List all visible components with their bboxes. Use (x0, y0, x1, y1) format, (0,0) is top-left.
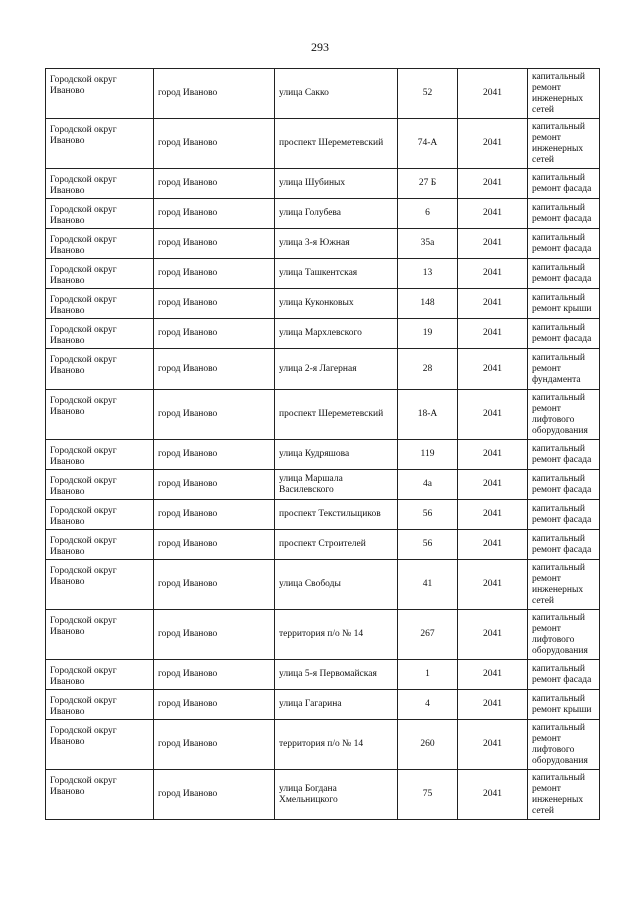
year-cell: 2041 (458, 349, 528, 390)
work-type-cell: капитальный ремонт фундамента (528, 349, 600, 390)
table-row (46, 229, 600, 259)
house-number-cell: 148 (398, 289, 458, 319)
table-row (46, 199, 600, 229)
street-cell: улица 3-я Южная (275, 229, 398, 259)
year-cell: 2041 (458, 229, 528, 259)
street-cell: улица Сакко (275, 69, 398, 119)
municipality-cell: Городской округ Иваново (46, 349, 154, 390)
table-row (46, 610, 600, 660)
house-number-cell: 41 (398, 560, 458, 610)
year-cell: 2041 (458, 289, 528, 319)
work-type-cell: капитальный ремонт фасада (528, 319, 600, 349)
city-cell: город Иваново (154, 349, 275, 390)
house-number-cell: 13 (398, 259, 458, 289)
house-number-cell: 260 (398, 720, 458, 770)
table-row (46, 319, 600, 349)
table-row (46, 530, 600, 560)
municipality-cell: Городской округ Иваново (46, 440, 154, 470)
work-type-cell: капитальный ремонт фасада (528, 169, 600, 199)
city-cell: город Иваново (154, 440, 275, 470)
table-row (46, 119, 600, 169)
work-type-cell: капитальный ремонт лифтового оборудования (528, 610, 600, 660)
municipality-cell: Городской округ Иваново (46, 390, 154, 440)
city-cell: город Иваново (154, 390, 275, 440)
table-row (46, 500, 600, 530)
municipality-cell: Городской округ Иваново (46, 69, 154, 119)
work-type-cell: капитальный ремонт фасада (528, 660, 600, 690)
table-row (46, 440, 600, 470)
street-cell: проспект Шереметевский (275, 390, 398, 440)
work-type-cell: капитальный ремонт крыши (528, 289, 600, 319)
city-cell: город Иваново (154, 199, 275, 229)
street-cell: улица Маршала Василевского (275, 470, 398, 500)
municipality-cell: Городской округ Иваново (46, 229, 154, 259)
table-row (46, 349, 600, 390)
city-cell: город Иваново (154, 770, 275, 820)
work-type-cell: капитальный ремонт фасада (528, 500, 600, 530)
year-cell: 2041 (458, 69, 528, 119)
work-type-cell: капитальный ремонт фасада (528, 530, 600, 560)
table-body (46, 69, 600, 820)
house-number-cell: 1 (398, 660, 458, 690)
municipality-cell: Городской округ Иваново (46, 530, 154, 560)
house-number-cell: 27 Б (398, 169, 458, 199)
table-row (46, 560, 600, 610)
municipality-cell: Городской округ Иваново (46, 610, 154, 660)
work-type-cell: капитальный ремонт инженерных сетей (528, 770, 600, 820)
repair-schedule-table (45, 68, 600, 820)
year-cell: 2041 (458, 610, 528, 660)
city-cell: город Иваново (154, 169, 275, 199)
municipality-cell: Городской округ Иваново (46, 500, 154, 530)
street-cell: улица Ташкентская (275, 259, 398, 289)
street-cell: улица Голубева (275, 199, 398, 229)
table-row (46, 470, 600, 500)
street-cell: улица Кудряшова (275, 440, 398, 470)
street-cell: улица Богдана Хмельницкого (275, 770, 398, 820)
house-number-cell: 267 (398, 610, 458, 660)
work-type-cell: капитальный ремонт лифтового оборудования (528, 720, 600, 770)
table-row (46, 660, 600, 690)
street-cell: улица 5-я Первомайская (275, 660, 398, 690)
work-type-cell: капитальный ремонт фасада (528, 440, 600, 470)
municipality-cell: Городской округ Иваново (46, 289, 154, 319)
city-cell: город Иваново (154, 690, 275, 720)
city-cell: город Иваново (154, 470, 275, 500)
street-cell: улица Шубиных (275, 169, 398, 199)
city-cell: город Иваново (154, 720, 275, 770)
work-type-cell: капитальный ремонт фасада (528, 470, 600, 500)
municipality-cell: Городской округ Иваново (46, 169, 154, 199)
house-number-cell: 74-А (398, 119, 458, 169)
house-number-cell: 52 (398, 69, 458, 119)
street-cell: территория п/о № 14 (275, 610, 398, 660)
municipality-cell: Городской округ Иваново (46, 720, 154, 770)
year-cell: 2041 (458, 770, 528, 820)
city-cell: город Иваново (154, 500, 275, 530)
year-cell: 2041 (458, 660, 528, 690)
work-type-cell: капитальный ремонт инженерных сетей (528, 560, 600, 610)
street-cell: улица Свободы (275, 560, 398, 610)
street-cell: улица Гагарина (275, 690, 398, 720)
municipality-cell: Городской округ Иваново (46, 319, 154, 349)
year-cell: 2041 (458, 470, 528, 500)
city-cell: город Иваново (154, 229, 275, 259)
work-type-cell: капитальный ремонт фасада (528, 229, 600, 259)
work-type-cell: капитальный ремонт лифтового оборудования (528, 390, 600, 440)
city-cell: город Иваново (154, 660, 275, 690)
house-number-cell: 56 (398, 500, 458, 530)
street-cell: улица Мархлевского (275, 319, 398, 349)
city-cell: город Иваново (154, 560, 275, 610)
year-cell: 2041 (458, 440, 528, 470)
year-cell: 2041 (458, 169, 528, 199)
house-number-cell: 75 (398, 770, 458, 820)
page-number: 293 (311, 40, 329, 54)
house-number-cell: 28 (398, 349, 458, 390)
city-cell: город Иваново (154, 259, 275, 289)
house-number-cell: 35а (398, 229, 458, 259)
table-row (46, 69, 600, 119)
municipality-cell: Городской округ Иваново (46, 119, 154, 169)
municipality-cell: Городской округ Иваново (46, 259, 154, 289)
municipality-cell: Городской округ Иваново (46, 660, 154, 690)
year-cell: 2041 (458, 560, 528, 610)
work-type-cell: капитальный ремонт крыши (528, 690, 600, 720)
house-number-cell: 56 (398, 530, 458, 560)
table-row (46, 720, 600, 770)
street-cell: улица Куконковых (275, 289, 398, 319)
year-cell: 2041 (458, 319, 528, 349)
municipality-cell: Городской округ Иваново (46, 199, 154, 229)
city-cell: город Иваново (154, 610, 275, 660)
year-cell: 2041 (458, 530, 528, 560)
city-cell: город Иваново (154, 319, 275, 349)
street-cell: проспект Строителей (275, 530, 398, 560)
house-number-cell: 6 (398, 199, 458, 229)
house-number-cell: 4а (398, 470, 458, 500)
year-cell: 2041 (458, 199, 528, 229)
street-cell: территория п/о № 14 (275, 720, 398, 770)
table-row (46, 770, 600, 820)
table-row (46, 289, 600, 319)
work-type-cell: капитальный ремонт фасада (528, 259, 600, 289)
house-number-cell: 18-А (398, 390, 458, 440)
work-type-cell: капитальный ремонт инженерных сетей (528, 69, 600, 119)
city-cell: город Иваново (154, 119, 275, 169)
house-number-cell: 4 (398, 690, 458, 720)
city-cell: город Иваново (154, 69, 275, 119)
street-cell: улица 2-я Лагерная (275, 349, 398, 390)
municipality-cell: Городской округ Иваново (46, 470, 154, 500)
city-cell: город Иваново (154, 530, 275, 560)
street-cell: проспект Шереметевский (275, 119, 398, 169)
table-row (46, 390, 600, 440)
year-cell: 2041 (458, 259, 528, 289)
year-cell: 2041 (458, 500, 528, 530)
municipality-cell: Городской округ Иваново (46, 560, 154, 610)
work-type-cell: капитальный ремонт инженерных сетей (528, 119, 600, 169)
municipality-cell: Городской округ Иваново (46, 770, 154, 820)
work-type-cell: капитальный ремонт фасада (528, 199, 600, 229)
year-cell: 2041 (458, 390, 528, 440)
city-cell: город Иваново (154, 289, 275, 319)
table-row (46, 690, 600, 720)
house-number-cell: 119 (398, 440, 458, 470)
year-cell: 2041 (458, 720, 528, 770)
municipality-cell: Городской округ Иваново (46, 690, 154, 720)
table-row (46, 169, 600, 199)
street-cell: проспект Текстильщиков (275, 500, 398, 530)
year-cell: 2041 (458, 690, 528, 720)
year-cell: 2041 (458, 119, 528, 169)
house-number-cell: 19 (398, 319, 458, 349)
table-row (46, 259, 600, 289)
